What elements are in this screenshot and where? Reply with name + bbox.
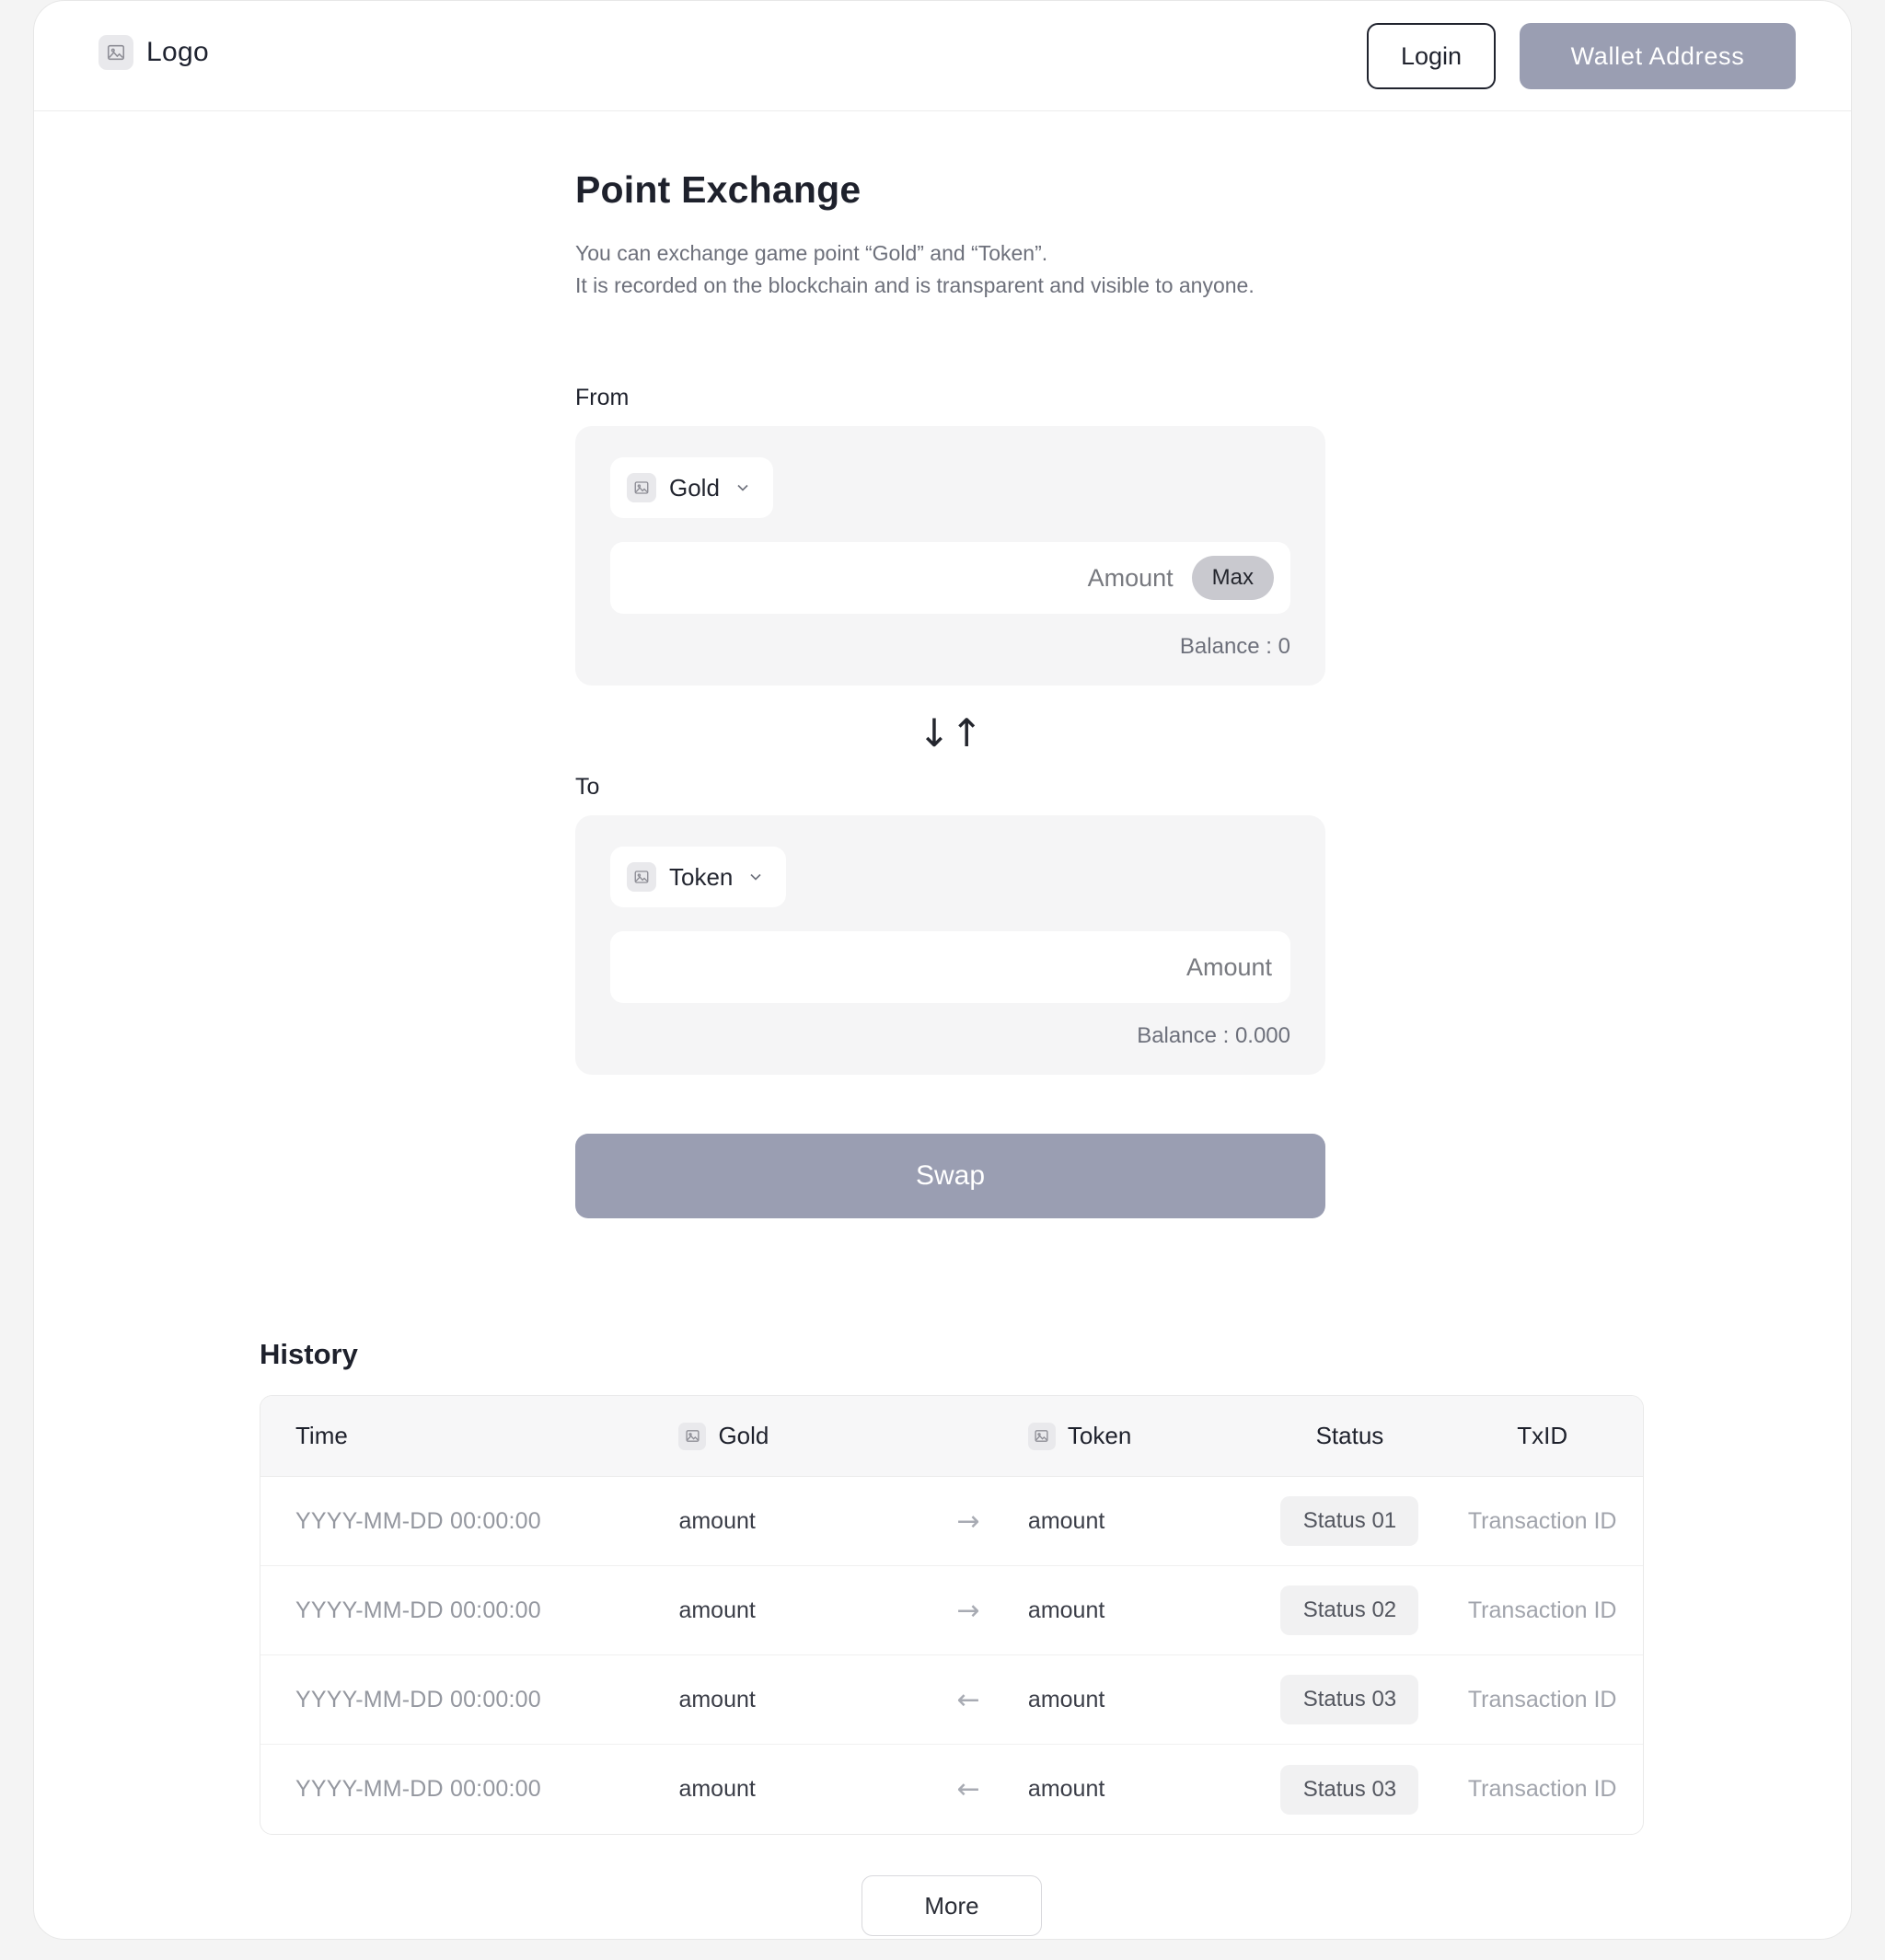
cell-status [1258,1496,1442,1546]
history-title: History [260,1338,358,1370]
image-placeholder-icon [678,1423,706,1450]
from-card [575,426,1325,686]
subtitle-line-1: You can exchange game point “Gold” and “Token”. [575,241,1048,265]
history-table [260,1395,1644,1835]
from-label: From [575,385,630,410]
cell-status [1258,1675,1442,1724]
cell-time: YYYY-MM-DD 00:00:00 [295,1686,541,1712]
column-header-gold-label: Gold [718,1422,769,1449]
chevron-down-icon [733,478,753,498]
column-header-token [1028,1422,1258,1450]
to-amount-row [610,931,1290,1003]
to-token-name: Token [669,862,734,891]
column-header-token-label: Token [1067,1422,1132,1449]
table-row[interactable] [260,1566,1643,1655]
status-badge: Status 03 [1280,1765,1418,1815]
cell-txid[interactable]: Transaction ID [1467,1507,1617,1534]
cell-to-amount: amount [1027,1776,1105,1802]
column-header-gold [678,1422,908,1450]
from-balance: Balance : 0 [1179,634,1290,659]
to-balance: Balance : 0.000 [1137,1023,1290,1048]
image-placeholder-icon [98,35,133,70]
more-wrap [260,1875,1644,1936]
page-subtitle [34,237,1851,302]
page-title: Point Exchange [575,168,862,211]
login-button[interactable]: Login [1367,23,1496,89]
table-row[interactable] [260,1477,1643,1566]
cell-time: YYYY-MM-DD 00:00:00 [295,1597,541,1623]
column-header-time: Time [295,1422,348,1449]
image-placeholder-icon [627,862,656,892]
from-token-select[interactable] [610,457,773,518]
cell-to-amount: amount [1027,1507,1105,1534]
cell-from-amount: amount [678,1686,756,1712]
image-placeholder-icon [627,473,656,502]
direction-arrow-icon: → [956,1505,980,1538]
max-button[interactable]: Max [1192,556,1274,600]
from-token-name: Gold [669,473,720,502]
cell-time: YYYY-MM-DD 00:00:00 [295,1776,541,1802]
from-amount-row [610,542,1290,614]
chevron-down-icon [746,867,766,887]
logo-label: Logo [146,37,209,67]
cell-to-amount: amount [1027,1686,1105,1712]
direction-arrow-icon: → [956,1594,980,1627]
wallet-address-button[interactable]: Wallet Address [1520,23,1796,89]
cell-from-amount: amount [678,1507,756,1534]
cell-txid[interactable]: Transaction ID [1467,1776,1617,1802]
table-row[interactable] [260,1655,1643,1745]
to-card [575,815,1325,1075]
cell-from-amount: amount [678,1776,756,1802]
main-content [34,168,1851,1936]
more-button[interactable]: More [862,1875,1042,1936]
direction-arrow-icon: ← [956,1773,980,1805]
top-navigation-bar [34,1,1851,111]
cell-status [1258,1585,1442,1635]
cell-status [1258,1765,1442,1815]
table-header-row [260,1396,1643,1477]
to-amount-input[interactable] [632,931,1274,1003]
to-token-select[interactable] [610,847,786,907]
to-label: To [575,774,600,800]
swap-button[interactable]: Swap [575,1134,1325,1218]
cell-from-amount: amount [678,1597,756,1623]
logo[interactable] [98,35,209,70]
swap-direction-icon[interactable]: ↓↑ [912,713,988,754]
cell-txid[interactable]: Transaction ID [1467,1686,1617,1712]
cell-to-amount: amount [1027,1597,1105,1623]
cell-txid[interactable]: Transaction ID [1467,1597,1617,1623]
from-amount-input[interactable] [632,542,1175,614]
column-header-txid: TxID [1517,1422,1568,1449]
switch-direction-wrap [575,710,1325,755]
subtitle-line-2: It is recorded on the blockchain and is transparent and visible to anyone. [575,273,1255,297]
cell-time: YYYY-MM-DD 00:00:00 [295,1507,541,1534]
direction-arrow-icon: ← [956,1683,980,1716]
table-row[interactable] [260,1745,1643,1834]
column-header-status: Status [1315,1422,1384,1449]
image-placeholder-icon [1028,1423,1056,1450]
app-window [33,0,1852,1940]
status-badge: Status 02 [1280,1585,1418,1635]
status-badge: Status 01 [1280,1496,1418,1546]
status-badge: Status 03 [1280,1675,1418,1724]
